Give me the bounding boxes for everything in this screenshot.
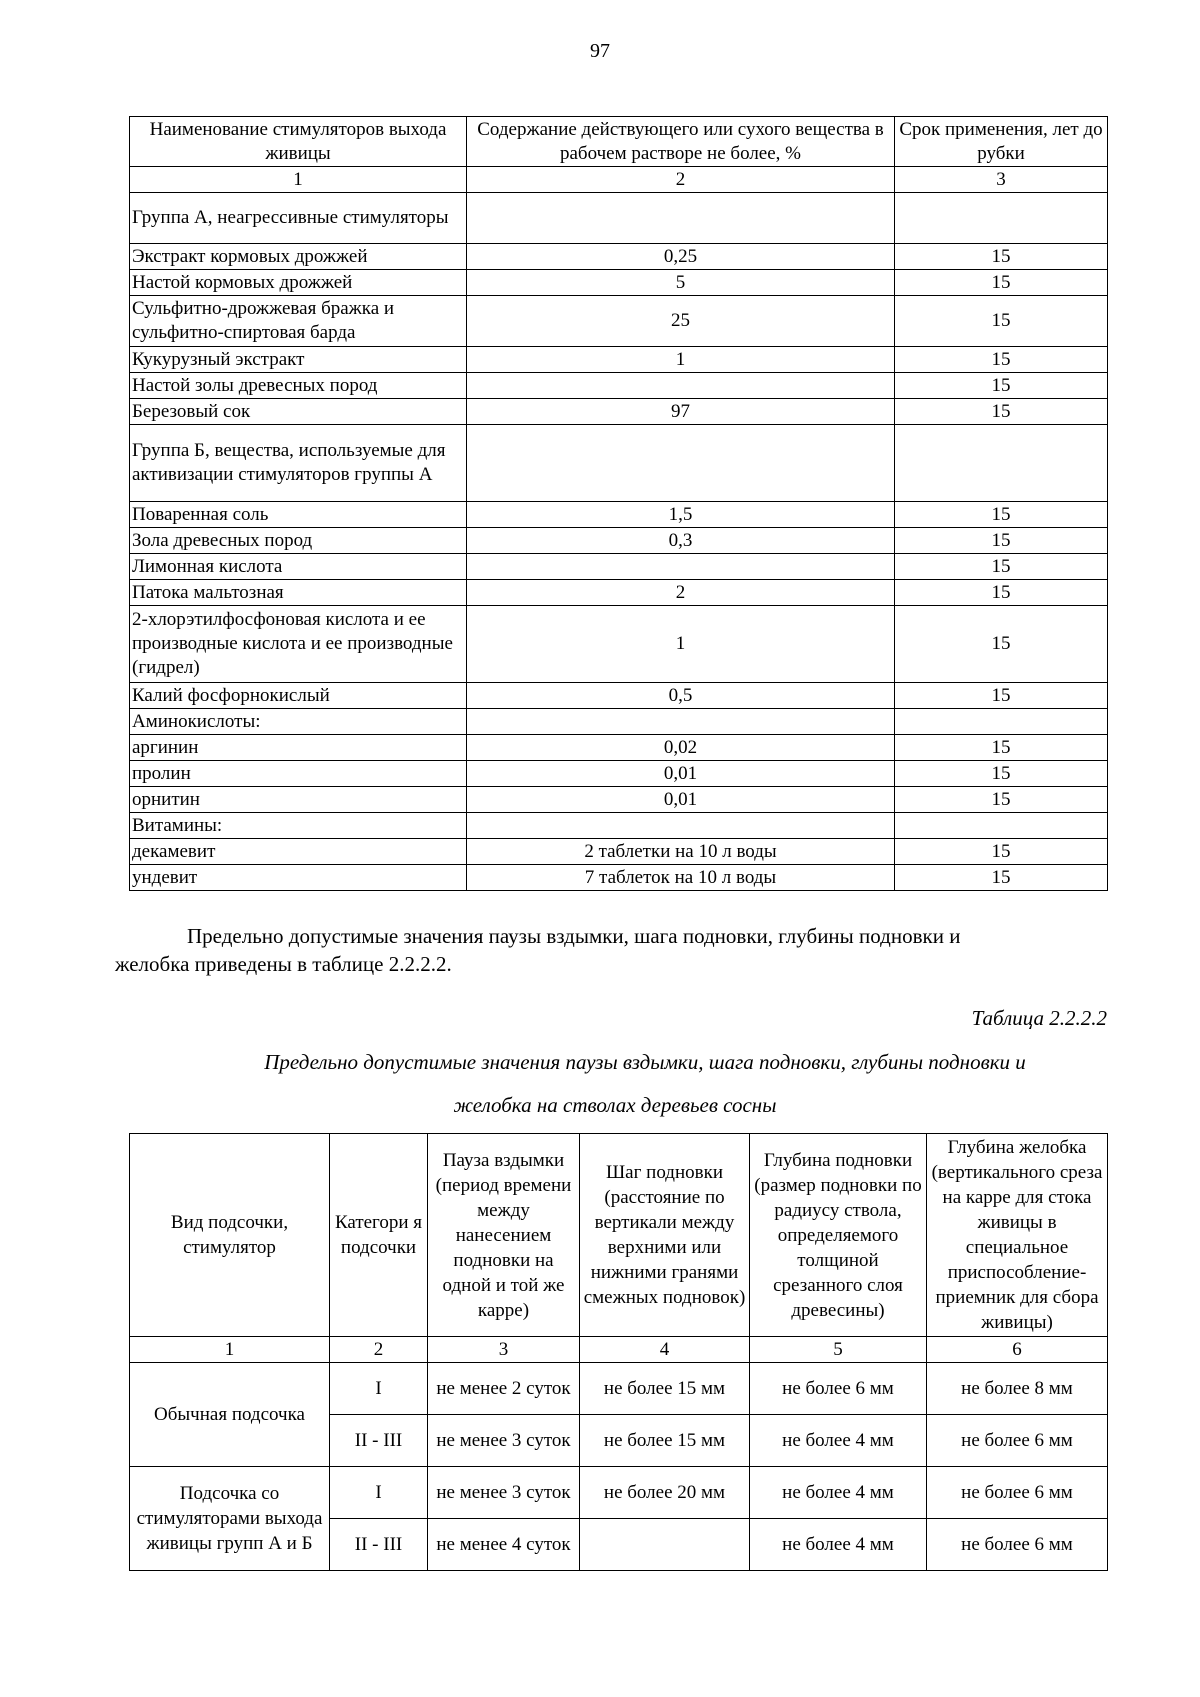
row-name: Березовый сок xyxy=(130,399,467,425)
row-content: 0,25 xyxy=(467,244,895,270)
row-groove: не более 6 мм xyxy=(927,1519,1108,1571)
row-name: Лимонная кислота xyxy=(130,554,467,580)
row-name: орнитин xyxy=(130,787,467,813)
table-row xyxy=(130,813,1108,839)
row-term: 15 xyxy=(895,580,1108,606)
header-num: 3 xyxy=(895,167,1108,193)
row-term xyxy=(895,709,1108,735)
row-term: 15 xyxy=(895,347,1108,373)
header-step: Шаг подновки (расстояние по вертикали между верхними или нижними гранями смежных подновок) xyxy=(580,1134,750,1337)
header-name: Наименование стимуляторов выхода живицы xyxy=(130,117,467,167)
row-name: Группа Б, вещества, используемые для активизации стимуляторов группы А xyxy=(130,425,467,502)
row-term: 15 xyxy=(895,606,1108,683)
header-groove: Глубина желобка (вертикального среза на карре для стока живицы в специальное приспособление-приемник для сбора живицы) xyxy=(927,1134,1108,1337)
row-term: 15 xyxy=(895,839,1108,865)
row-groove: не более 8 мм xyxy=(927,1363,1108,1415)
row-term: 15 xyxy=(895,502,1108,528)
row-depth: не более 4 мм xyxy=(750,1415,927,1467)
row-name: декамевит xyxy=(130,839,467,865)
row-name: Витамины: xyxy=(130,813,467,839)
group-name: Обычная подсочка xyxy=(130,1363,330,1467)
table-row xyxy=(130,554,1108,580)
row-term: 15 xyxy=(895,787,1108,813)
header-num: 2 xyxy=(330,1337,428,1363)
row-name: Группа А, неагрессивные стимуляторы xyxy=(130,193,467,244)
row-pause: не менее 2 суток xyxy=(428,1363,580,1415)
header-pause: Пауза вздымки (период времени между нанесением подновки на одной и той же карре) xyxy=(428,1134,580,1337)
row-content: 0,02 xyxy=(467,735,895,761)
row-pause: не менее 3 суток xyxy=(428,1467,580,1519)
row-content xyxy=(467,193,895,244)
header-term: Срок применения, лет до рубки xyxy=(895,117,1108,167)
table-row xyxy=(130,735,1108,761)
header-num: 3 xyxy=(428,1337,580,1363)
header-category: Категори я подсочки xyxy=(330,1134,428,1337)
row-content: 1 xyxy=(467,347,895,373)
table-header-row xyxy=(130,117,1108,167)
header-content: Содержание действующего или сухого вещества в рабочем растворе не более, % xyxy=(467,117,895,167)
row-step xyxy=(580,1519,750,1571)
table-row xyxy=(130,502,1108,528)
group-name: Подсочка со стимуляторами выхода живицы групп А и Б xyxy=(130,1467,330,1571)
row-name: пролин xyxy=(130,761,467,787)
row-name: Зола древесных пород xyxy=(130,528,467,554)
table-row xyxy=(130,839,1108,865)
table-header-num-row xyxy=(130,1337,1108,1363)
row-content: 25 xyxy=(467,296,895,347)
row-content xyxy=(467,425,895,502)
row-name: Сульфитно-дрожжевая бражка и сульфитно-спиртовая барда xyxy=(130,296,467,347)
row-content xyxy=(467,373,895,399)
row-name: Калий фосфорнокислый xyxy=(130,683,467,709)
row-category: I xyxy=(330,1363,428,1415)
row-name: Аминокислоты: xyxy=(130,709,467,735)
row-name: Экстракт кормовых дрожжей xyxy=(130,244,467,270)
row-name: Настой золы древесных пород xyxy=(130,373,467,399)
table-caption-line-2: желобка на стволах деревьев сосны xyxy=(453,1093,777,1117)
header-num: 6 xyxy=(927,1337,1108,1363)
row-term xyxy=(895,425,1108,502)
row-groove: не более 6 мм xyxy=(927,1467,1108,1519)
row-term xyxy=(895,813,1108,839)
row-category: II - III xyxy=(330,1415,428,1467)
row-category: I xyxy=(330,1467,428,1519)
row-term: 15 xyxy=(895,373,1108,399)
table-row xyxy=(130,425,1108,502)
header-num: 5 xyxy=(750,1337,927,1363)
table-row xyxy=(130,709,1108,735)
row-name: Поваренная соль xyxy=(130,502,467,528)
table-header-row xyxy=(130,1134,1108,1337)
row-category: II - III xyxy=(330,1519,428,1571)
table-row xyxy=(130,787,1108,813)
row-term: 15 xyxy=(895,554,1108,580)
row-depth: не более 4 мм xyxy=(750,1519,927,1571)
row-depth: не более 6 мм xyxy=(750,1363,927,1415)
table-header-num-row xyxy=(130,167,1108,193)
table-row xyxy=(130,373,1108,399)
row-term: 15 xyxy=(895,735,1108,761)
table-row xyxy=(130,683,1108,709)
row-name: ундевит xyxy=(130,865,467,891)
table-label: Таблица 2.2.2.2 xyxy=(971,1006,1107,1030)
row-content xyxy=(467,709,895,735)
row-step: не более 20 мм xyxy=(580,1467,750,1519)
table-row xyxy=(130,528,1108,554)
row-content: 0,5 xyxy=(467,683,895,709)
row-term: 15 xyxy=(895,761,1108,787)
header-depth: Глубина подновки (размер подновки по радиусу ствола, определяемого толщиной срезанного слоя древесины) xyxy=(750,1134,927,1337)
table-row xyxy=(130,865,1108,891)
header-num: 2 xyxy=(467,167,895,193)
row-name: Патока мальтозная xyxy=(130,580,467,606)
table-row xyxy=(130,399,1108,425)
table-row xyxy=(130,1467,1108,1519)
header-num: 4 xyxy=(580,1337,750,1363)
row-step: не более 15 мм xyxy=(580,1363,750,1415)
row-name: 2-хлорэтилфосфоновая кислота и ее производные кислота и ее производные (гидрел) xyxy=(130,606,467,683)
paragraph-line-2: желобка приведены в таблице 2.2.2.2. xyxy=(115,952,452,976)
row-content: 0,01 xyxy=(467,787,895,813)
row-pause: не менее 3 суток xyxy=(428,1415,580,1467)
row-content: 2 xyxy=(467,580,895,606)
table-caption-line-1: Предельно допустимые значения паузы вздымки, шага подновки, глубины подновки и xyxy=(264,1050,1026,1074)
row-content: 0,01 xyxy=(467,761,895,787)
row-term: 15 xyxy=(895,244,1108,270)
header-num: 1 xyxy=(130,167,467,193)
header-num: 1 xyxy=(130,1337,330,1363)
row-term: 15 xyxy=(895,865,1108,891)
stimulators-table xyxy=(129,116,1108,891)
table-row xyxy=(130,1363,1108,1415)
page-number: 97 xyxy=(590,40,610,62)
row-term: 15 xyxy=(895,683,1108,709)
row-term: 15 xyxy=(895,296,1108,347)
row-term: 15 xyxy=(895,270,1108,296)
row-term: 15 xyxy=(895,528,1108,554)
row-content: 5 xyxy=(467,270,895,296)
row-content: 2 таблетки на 10 л воды xyxy=(467,839,895,865)
row-step: не более 15 мм xyxy=(580,1415,750,1467)
row-pause: не менее 4 суток xyxy=(428,1519,580,1571)
row-content: 97 xyxy=(467,399,895,425)
table-row xyxy=(130,296,1108,347)
table-row xyxy=(130,580,1108,606)
table-row xyxy=(130,606,1108,683)
row-content: 1 xyxy=(467,606,895,683)
row-content xyxy=(467,813,895,839)
table-row xyxy=(130,193,1108,244)
body-paragraph xyxy=(115,922,1107,978)
row-term: 15 xyxy=(895,399,1108,425)
table-row xyxy=(130,244,1108,270)
row-content: 1,5 xyxy=(467,502,895,528)
row-name: Настой кормовых дрожжей xyxy=(130,270,467,296)
paragraph-line-1: Предельно допустимые значения паузы вздымки, шага подновки, глубины подновки и xyxy=(187,924,961,948)
row-name: аргинин xyxy=(130,735,467,761)
header-type: Вид подсочки, стимулятор xyxy=(130,1134,330,1337)
row-name: Кукурузный экстракт xyxy=(130,347,467,373)
row-depth: не более 4 мм xyxy=(750,1467,927,1519)
table-row xyxy=(130,270,1108,296)
row-content: 7 таблеток на 10 л воды xyxy=(467,865,895,891)
row-groove: не более 6 мм xyxy=(927,1415,1108,1467)
row-content xyxy=(467,554,895,580)
table-row xyxy=(130,347,1108,373)
table-row xyxy=(130,761,1108,787)
tapping-limits-table xyxy=(129,1133,1108,1571)
row-term xyxy=(895,193,1108,244)
row-content: 0,3 xyxy=(467,528,895,554)
